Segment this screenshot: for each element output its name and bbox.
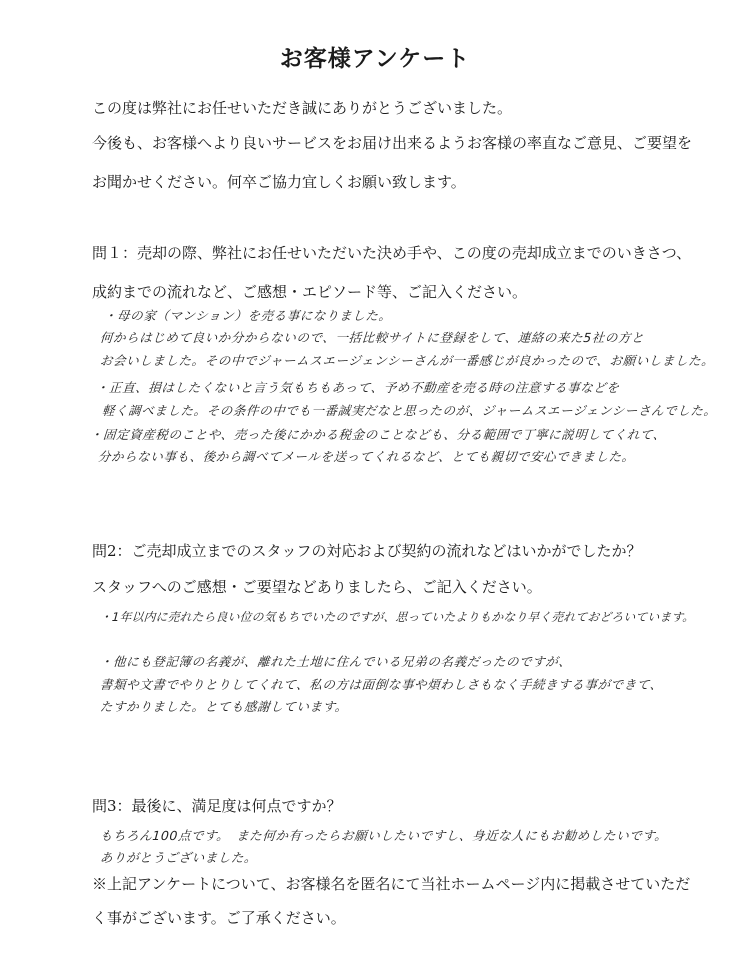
question-2-line-2: スタッフへのご感想・ご要望などありましたら、ご記入ください。 <box>92 578 542 596</box>
footer-note-line-1: ※上記アンケートについて、お客様名を匿名にて当社ホームページ内に掲載させていただ <box>92 875 691 893</box>
answer-1-line-2: 何からはじめて良いか分からないので、一括比較サイトに登録をして、連絡の来た5社の方と <box>99 330 645 345</box>
answer-2-line-1: ・1年以内に売れたら良い位の気もちでいたのですが、思っていたよりもかなり早く売れておどろいています。 <box>99 610 695 624</box>
question-1-line-2: 成約までの流れなど、ご感想・エピソード等、ご記入ください。 <box>92 283 528 301</box>
answer-1-line-4: ・正直、損はしたくないと言う気もちもあって、予め不動産を売る時の注意する事などを <box>95 380 621 395</box>
intro-line-2: 今後も、お客様へより良いサービスをお届け出来るようお客様の率直なご意見、ご要望を <box>92 134 693 152</box>
answer-1-line-7: 分からない事も、後から調べてメールを送ってくれるなど、とても親切で安心できました。 <box>97 449 636 464</box>
answer-1-line-6: ・固定資産税のことや、売った後にかかる税金のことなども、分る範囲で丁寧に説明してくれて、 <box>89 427 667 442</box>
question-2-line-1: 問2：ご売却成立までのスタッフの対応および契約の流れなどはいかがでしたか？ <box>92 542 642 560</box>
footer-note-line-2: く事がございます。ご了承ください。 <box>92 909 346 927</box>
intro-line-3: お聞かせください。何卒ご協力宜しくお願い致します。 <box>92 173 466 191</box>
intro-line-1: この度は弊社にお任せいただき誠にありがとうございました。 <box>92 99 513 117</box>
question-1-line-1: 問１：売却の際、弊社にお任せいただいた決め手や、この度の売却成立までのいきさつ、 <box>92 244 692 262</box>
answer-1-line-3: お会いしました。その中でジャームスエージェンシーさんが一番感じが良かったので、お願いしました。 <box>99 353 715 368</box>
answer-1-line-1: ・母の家（マンション）を売る事になりました。 <box>103 308 393 323</box>
answer-2-line-2: ・他にも登記簿の名義が、離れた土地に住んでいる兄弟の名義だったのですが、 <box>99 654 573 669</box>
answer-2-line-3: 書類や文書でやりとりしてくれて、私の方は面倒な事や煩わしさもなく手続きする事ができて、 <box>99 677 664 692</box>
question-3-line: 問3：最後に、満足度は何点ですか？ <box>92 797 342 815</box>
page-title: お客様アンケート <box>279 45 471 72</box>
answer-3-line-2: ありがとうございました。 <box>99 850 258 865</box>
answer-2-line-4: たすかりました。とても感謝しています。 <box>99 699 349 714</box>
answer-1-line-5: 軽く調べました。その条件の中でも一番誠実だなと思ったのが、ジャームスエージェンシーさんでした。 <box>101 403 718 418</box>
answer-3-line-1: もちろん100点です。 また何か有ったらお願いしたいですし、身近な人にもお勧めしたいです。 <box>99 828 669 843</box>
